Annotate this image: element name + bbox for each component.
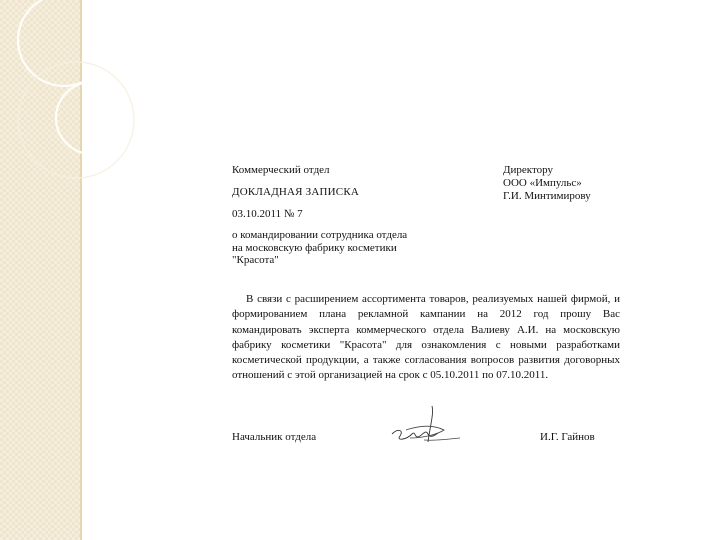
addressee-line: Директору — [503, 164, 553, 176]
subject-line: о командировании сотрудника отдела — [232, 229, 408, 241]
signer-position: Начальник отдела — [232, 431, 317, 443]
date-and-number: 03.10.2011 № 7 — [232, 208, 303, 220]
addressee-line: Г.И. Минтимирову — [503, 190, 591, 202]
addressee-line: ООО «Импульс» — [503, 177, 582, 189]
subject-line: "Красота" — [232, 254, 279, 266]
addressee-block — [503, 164, 591, 203]
department-label: Коммерческий отдел — [232, 164, 330, 176]
signature-image — [388, 400, 468, 452]
memo-subject — [232, 229, 407, 267]
document-title: ДОКЛАДНАЯ ЗАПИСКА — [232, 186, 360, 198]
subject-line: на московскую фабрику косметики — [232, 241, 397, 254]
memo-body: В связи с расширением ассортимента товаров, реализуемых нашей фирмой, и формированием плана рекламной кампании на 2012 год прошу Вас командировать эксперта коммерческого отдела Валиеву А.И. на московскую фабрику косметики "Красота" для ознакомления с новыми разработками косметической продукции, а также согласования вопросов развития договорных отношений с этой организацией на срок с 05.10.2011 по 07.10.2011. — [232, 293, 620, 382]
signer-name: И.Г. Гайнов — [540, 431, 595, 443]
